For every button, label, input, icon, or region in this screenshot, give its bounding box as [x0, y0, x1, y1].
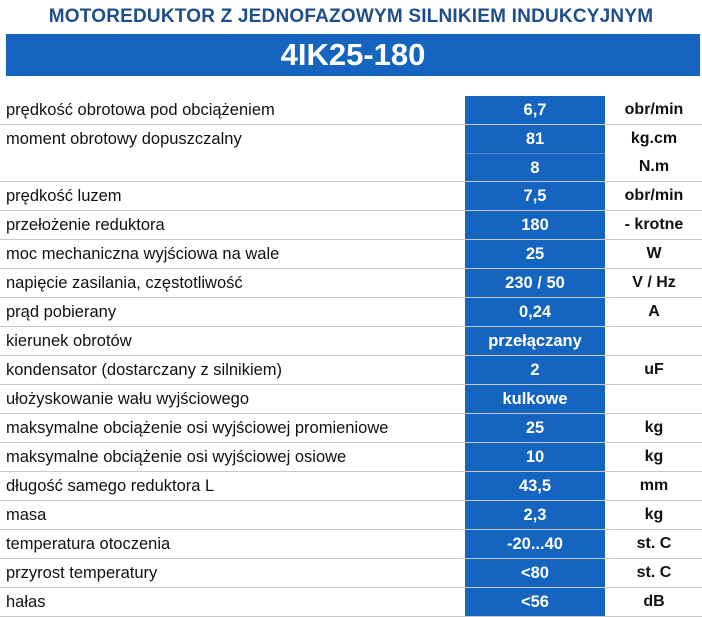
spec-unit-cell [606, 298, 702, 326]
spec-unit-cell [606, 530, 702, 558]
spec-value-cell [464, 269, 606, 297]
table-row [0, 559, 702, 588]
spec-label: przyrost temperatury [6, 564, 158, 582]
table-row [0, 96, 702, 125]
spec-unit: kg [644, 448, 664, 465]
spec-unit: W [646, 245, 662, 262]
spec-label: długość samego reduktora L [6, 477, 215, 495]
spec-label: moment obrotowy dopuszczalny [6, 130, 242, 148]
table-row [0, 356, 702, 385]
spec-value-cell [464, 559, 606, 587]
spec-label: maksymalne obciążenie osi wyjściowej promieniowe [6, 419, 389, 437]
spec-value: 2,3 [523, 506, 547, 524]
table-row [0, 125, 702, 182]
spec-value: <56 [521, 593, 549, 611]
spec-unit: V / Hz [632, 274, 676, 291]
spec-label: masa [6, 506, 47, 524]
table-row [0, 443, 702, 472]
spec-unit-cell [606, 501, 702, 529]
spec-value-cell [464, 472, 606, 500]
table-row [0, 530, 702, 559]
spec-value-cell [464, 125, 606, 181]
spec-value-cell [464, 211, 606, 239]
spec-unit [606, 327, 702, 355]
spec-value: 43,5 [518, 477, 552, 495]
spec-label: przełożenie reduktora [6, 216, 165, 234]
spec-value: 25 [525, 245, 545, 263]
spec-value-cell [464, 96, 606, 124]
spec-unit: obr/min [624, 101, 684, 118]
spec-label: ułożyskowanie wału wyjściowego [6, 390, 250, 408]
spec-label: napięcie zasilania, częstotliwość [6, 274, 243, 292]
spec-unit-cell [606, 588, 702, 616]
spec-value-cell [464, 385, 606, 413]
spec-value: 10 [525, 448, 545, 466]
spec-value-cell [464, 414, 606, 442]
spec-unit: dB [643, 593, 665, 610]
spec-value-cell [464, 443, 606, 471]
spec-value: 2 [530, 361, 540, 379]
spec-label: moc mechaniczna wyjściowa na wale [6, 245, 280, 263]
spec-label: prędkość obrotowa pod obciążeniem [6, 101, 275, 119]
spec-unit-cell [606, 240, 702, 268]
spec-unit: obr/min [624, 187, 684, 204]
spec-value: przełączany [488, 332, 582, 350]
spec-value: 6,7 [523, 101, 547, 119]
spec-unit [606, 385, 702, 413]
spec-unit: mm [639, 477, 669, 494]
spec-unit-cell [606, 125, 702, 181]
table-row [0, 414, 702, 443]
table-row [0, 472, 702, 501]
spec-unit-cell [606, 472, 702, 500]
spec-value: -20...40 [507, 535, 563, 553]
table-row [0, 385, 702, 414]
spec-unit: st. C [636, 535, 672, 552]
spec-value: <80 [521, 564, 549, 582]
model-banner [6, 34, 700, 76]
spec-value-cell [464, 356, 606, 384]
spec-unit-cell [606, 559, 702, 587]
table-row [0, 588, 702, 617]
spec-value-cell [464, 588, 606, 616]
table-row [0, 269, 702, 298]
spec-unit-cell [606, 385, 702, 413]
spec-unit: N.m [638, 158, 670, 175]
model-name: 4IK25-180 [280, 37, 426, 72]
page-header [0, 0, 702, 34]
spec-value: 230 / 50 [505, 274, 565, 292]
page-title: MOTOREDUKTOR Z JEDNOFAZOWYM SILNIKIEM INDUKCYJNYM [48, 6, 654, 27]
spec-unit-cell [606, 327, 702, 355]
spec-value: 8 [465, 153, 605, 182]
spec-unit: - krotne [624, 216, 684, 233]
spec-value: kulkowe [502, 390, 568, 408]
spec-unit-cell [606, 211, 702, 239]
table-row [0, 211, 702, 240]
spec-unit-cell [606, 96, 702, 124]
spec-value-cell [464, 298, 606, 326]
spec-value: 7,5 [523, 187, 547, 205]
spec-unit-cell [606, 443, 702, 471]
spec-value-cell [464, 501, 606, 529]
spec-label: kierunek obrotów [6, 332, 132, 350]
table-row [0, 182, 702, 211]
table-row [0, 501, 702, 530]
spec-label: kondensator (dostarczany z silnikiem) [6, 361, 283, 379]
table-row [0, 327, 702, 356]
table-row [0, 240, 702, 269]
spec-table [0, 96, 702, 617]
spec-unit: A [648, 303, 660, 320]
spec-unit-cell [606, 269, 702, 297]
spec-unit-cell [606, 356, 702, 384]
spec-value: 180 [521, 216, 549, 234]
spec-value-cell [464, 530, 606, 558]
spec-label: hałas [6, 593, 46, 611]
spec-label: prędkość luzem [6, 187, 122, 205]
spec-unit: kg [644, 419, 664, 436]
spec-unit: st. C [636, 564, 672, 581]
spec-value: 0,24 [518, 303, 552, 321]
spec-value-cell [464, 182, 606, 210]
spec-unit: kg [644, 506, 664, 523]
spec-unit-cell [606, 414, 702, 442]
spec-label: prąd pobierany [6, 303, 117, 321]
spec-value: 81 [525, 130, 545, 148]
spec-unit: kg.cm [630, 130, 678, 147]
spec-unit-cell [606, 182, 702, 210]
table-row [0, 298, 702, 327]
spec-value: 25 [525, 419, 545, 437]
spec-value-cell [464, 240, 606, 268]
spec-value-cell [464, 327, 606, 355]
spec-unit: uF [644, 361, 664, 378]
spec-label: maksymalne obciążenie osi wyjściowej osiowe [6, 448, 347, 466]
spec-label: temperatura otoczenia [6, 535, 171, 553]
